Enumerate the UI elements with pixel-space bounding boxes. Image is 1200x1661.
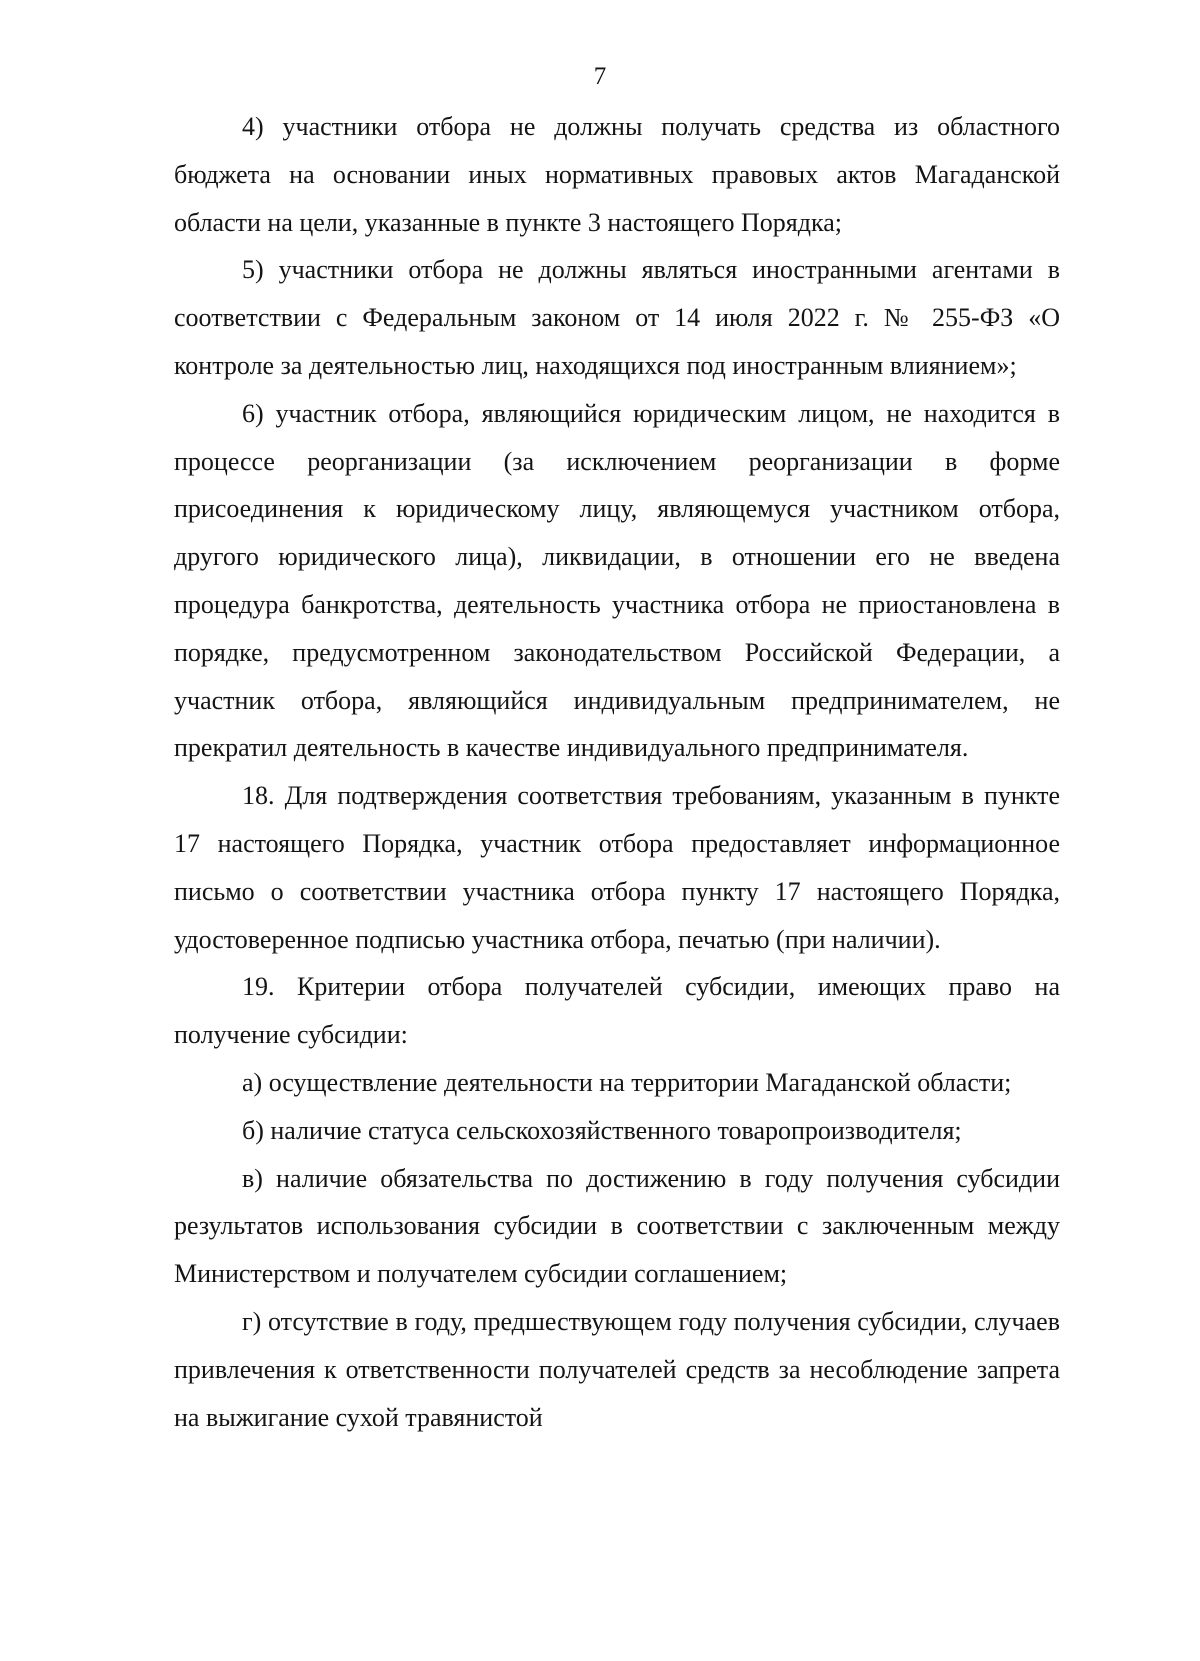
paragraph-criterion-b: б) наличие статуса сельскохозяйственного товаропроизводителя; <box>242 1115 962 1145</box>
paragraph-item-6: 6) участник отбора, являющийся юридическим лицом, не находится в процессе реорганизации (за исключением реорганизации в форме присоединения к юридическому лицу, являющемуся участником отбора, другого юридического лица), ликвидации, в отношении его не введена процедура банкротства, деятельность участника отбора не приостановлена в порядке, предусмотренном законодательством Российской Федерации, а участник отбора, являющийся индивидуальным предпринимателем, не прекратил деятельность в качестве индивидуального предпринимателя. <box>174 398 1060 763</box>
paragraph-criterion-v: в) наличие обязательства по достижению в году получения субсидии результатов использования субсидии в соответствии с заключенным между Министерством и получателем субсидии соглашением; <box>174 1163 1060 1289</box>
paragraph-item-4: 4) участники отбора не должны получать средства из областного бюджета на основании иных нормативных правовых актов Магаданской области на цели, указанные в пункте 3 настоящего Порядка; <box>174 112 1060 237</box>
paragraph-item-5: 5) участники отбора не должны являться иностранными агентами в соответствии с Федеральным законом от 14 июля 2022 г. № 255-ФЗ «О контроле за деятельностью лиц, находящихся под иностранным влиянием»; <box>174 255 1060 380</box>
page-number: 7 <box>593 63 607 90</box>
document-body <box>174 103 1060 1441</box>
paragraph-clause-19: 19. Критерии отбора получателей субсидии, имеющих право на получение субсидии: <box>174 972 1060 1050</box>
paragraph-criterion-g: г) отсутствие в году, предшествующем году получения субсидии, случаев привлечения к ответственности получателей средств за несоблюдение запрета на выжигание сухой травянистой <box>174 1306 1060 1432</box>
paragraph-criterion-a: а) осуществление деятельности на территории Магаданской области; <box>242 1067 1012 1097</box>
paragraph-clause-18: 18. Для подтверждения соответствия требованиям, указанным в пункте 17 настоящего Порядка, участник отбора предоставляет информационное письмо о соответствии участника отбора пункту 17 настоящего Порядка, удостоверенное подписью участника отбора, печатью (при наличии). <box>174 781 1060 954</box>
